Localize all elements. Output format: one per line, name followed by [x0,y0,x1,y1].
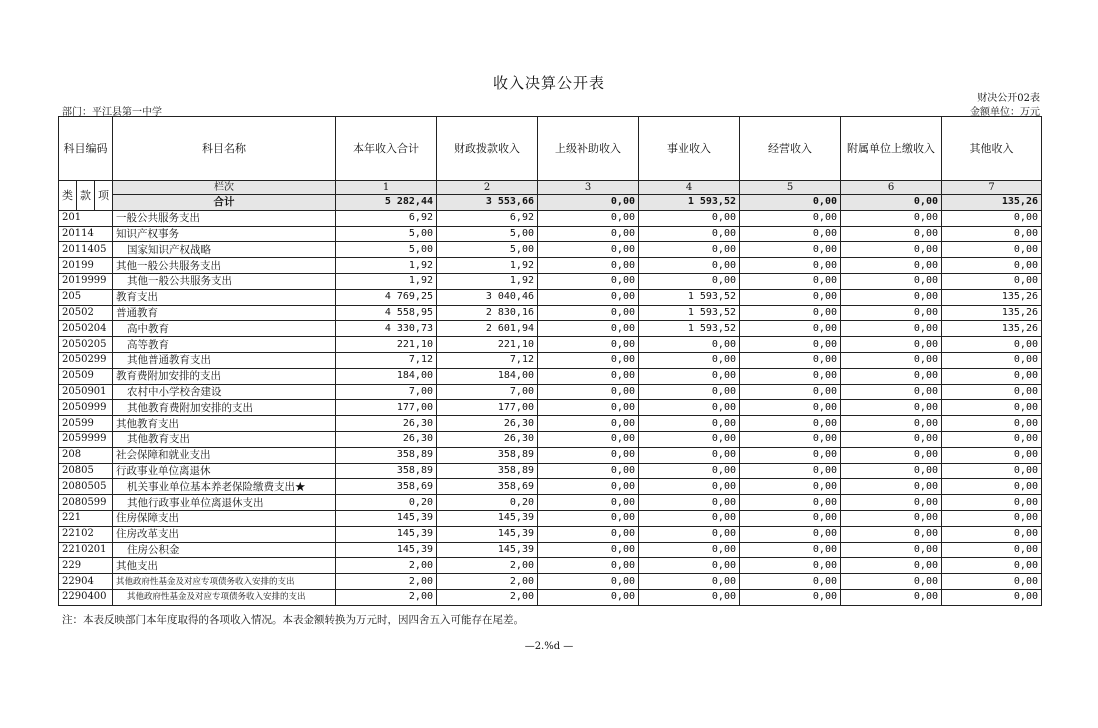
row-value: 4 769,25 [336,289,437,305]
row-code: 2050901 [59,384,113,400]
row-value: 0,00 [740,210,841,226]
total-value: 3 553,66 [437,195,538,211]
row-name: 住房保障支出 [113,510,336,526]
row-value: 3 040,46 [437,289,538,305]
row-value: 0,00 [740,226,841,242]
row-value: 1,92 [336,273,437,289]
total-row [59,195,1042,211]
row-value: 2,00 [437,574,538,590]
row-value: 0,00 [740,242,841,258]
row-value: 0,00 [942,384,1042,400]
table-row [59,273,1042,289]
table-row [59,526,1042,542]
row-value: 0,00 [942,226,1042,242]
row-value: 0,00 [942,589,1042,605]
row-value: 0,00 [538,558,639,574]
row-name: 国家知识产权战略 [113,242,336,258]
row-code: 208 [59,447,113,463]
footnote: 注：本表反映部门本年度取得的各项收入情况。本表金额转换为万元时，因四舍五入可能存在尾差。 [62,614,524,626]
row-value: 0,00 [538,226,639,242]
row-value: 135,26 [942,305,1042,321]
row-value: 0,00 [841,258,942,274]
column-number: 4 [639,181,740,195]
row-value: 0,00 [740,273,841,289]
table-row [59,510,1042,526]
row-value: 0,00 [538,479,639,495]
row-value: 145,39 [437,510,538,526]
row-value: 0,00 [740,400,841,416]
row-value: 0,00 [639,574,740,590]
row-value: 0,00 [538,352,639,368]
row-value: 0,00 [538,321,639,337]
column-number: 7 [942,181,1042,195]
row-value: 26,30 [336,431,437,447]
row-value: 184,00 [336,368,437,384]
table-row [59,242,1042,258]
row-value: 0,00 [639,447,740,463]
row-value: 7,00 [437,384,538,400]
row-value: 0,00 [538,258,639,274]
table-row [59,384,1042,400]
header-col-5: 经营收入 [740,117,841,181]
row-code: 229 [59,558,113,574]
row-value: 0,00 [942,400,1042,416]
row-name: 高中教育 [113,321,336,337]
row-value: 1,92 [437,258,538,274]
row-value: 0,00 [740,384,841,400]
total-label: 合计 [113,195,336,211]
row-value: 0,00 [740,289,841,305]
table-row [59,305,1042,321]
row-code: 2059999 [59,431,113,447]
row-value: 0,00 [538,526,639,542]
row-value: 358,89 [437,447,538,463]
row-value: 0,00 [740,526,841,542]
row-name: 教育支出 [113,289,336,305]
report-title: 收入决算公开表 [492,74,605,92]
row-name: 其他教育支出 [113,416,336,432]
row-value: 0,00 [841,400,942,416]
row-value: 5,00 [437,226,538,242]
row-value: 0,00 [841,416,942,432]
row-value: 0,00 [841,463,942,479]
row-value: 0,00 [740,589,841,605]
row-value: 0,00 [639,431,740,447]
row-value: 1,92 [437,273,538,289]
row-value: 358,69 [437,479,538,495]
row-value: 0,00 [538,510,639,526]
header-lei: 类 [59,181,77,211]
row-value: 0,00 [942,431,1042,447]
table-row [59,589,1042,605]
row-value: 5,00 [336,242,437,258]
table-row [59,542,1042,558]
row-code: 22102 [59,526,113,542]
row-value: 0,00 [538,305,639,321]
header-col-4: 事业收入 [639,117,740,181]
row-value: 0,00 [942,558,1042,574]
row-name: 住房公积金 [113,542,336,558]
total-value: 0,00 [841,195,942,211]
row-value: 2,00 [336,558,437,574]
header-col-6: 附属单位上缴收入 [841,117,942,181]
row-value: 145,39 [336,542,437,558]
row-value: 221,10 [336,337,437,353]
table-row [59,352,1042,368]
table-row [59,574,1042,590]
row-value: 0,00 [841,589,942,605]
row-name: 其他一般公共服务支出 [113,258,336,274]
row-value: 0,00 [639,210,740,226]
row-value: 0,00 [942,574,1042,590]
header-xiang: 项 [95,181,113,211]
row-value: 0,00 [639,526,740,542]
row-value: 0,00 [841,337,942,353]
row-value: 0,00 [538,574,639,590]
table-row [59,258,1042,274]
row-value: 0,00 [639,384,740,400]
row-code: 2050999 [59,400,113,416]
row-code: 22904 [59,574,113,590]
header-kuan: 款 [77,181,95,211]
row-value: 1 593,52 [639,289,740,305]
row-value: 0,00 [942,510,1042,526]
row-name: 高等教育 [113,337,336,353]
row-code: 20509 [59,368,113,384]
row-value: 358,89 [336,447,437,463]
page-marker: —2.%d — [524,641,574,652]
column-number-label: 栏次 [113,181,336,195]
row-code: 20599 [59,416,113,432]
row-value: 0,00 [841,210,942,226]
row-value: 0,00 [538,495,639,511]
header-row [59,117,1042,181]
row-value: 0,00 [740,368,841,384]
row-value: 0,00 [639,542,740,558]
column-number: 1 [336,181,437,195]
row-value: 7,12 [437,352,538,368]
column-number-row [59,181,1042,195]
row-value: 0,00 [841,542,942,558]
header-col-7: 其他收入 [942,117,1042,181]
row-name: 社会保障和就业支出 [113,447,336,463]
row-value: 0,00 [639,242,740,258]
row-code: 2080599 [59,495,113,511]
row-value: 0,20 [336,495,437,511]
row-value: 0,00 [538,368,639,384]
table-row [59,337,1042,353]
total-value: 0,00 [538,195,639,211]
row-value: 0,00 [639,463,740,479]
row-value: 0,00 [740,479,841,495]
row-value: 135,26 [942,321,1042,337]
row-value: 0,00 [538,416,639,432]
row-value: 0,00 [942,542,1042,558]
column-number: 2 [437,181,538,195]
row-value: 358,89 [336,463,437,479]
row-value: 2,00 [336,589,437,605]
header-subject-code: 科目编码 [59,117,113,181]
row-value: 0,00 [538,242,639,258]
row-value: 0,00 [538,447,639,463]
row-value: 6,92 [336,210,437,226]
row-value: 1 593,52 [639,305,740,321]
row-value: 358,89 [437,463,538,479]
row-value: 0,00 [942,273,1042,289]
department-label: 部门：平江县第一中学 [62,107,162,118]
row-name: 其他政府性基金及对应专项债务收入安排的支出 [113,589,336,605]
row-value: 0,00 [841,526,942,542]
row-value: 0,00 [841,558,942,574]
row-value: 0,00 [740,542,841,558]
table-row [59,368,1042,384]
row-value: 0,00 [639,400,740,416]
row-value: 5,00 [437,242,538,258]
row-value: 0,00 [942,368,1042,384]
row-value: 0,00 [639,495,740,511]
row-value: 0,00 [740,321,841,337]
row-value: 0,00 [841,273,942,289]
row-code: 201 [59,210,113,226]
row-value: 0,20 [437,495,538,511]
table-row [59,210,1042,226]
row-value: 0,00 [740,574,841,590]
row-name: 住房改革支出 [113,526,336,542]
row-value: 145,39 [437,542,538,558]
row-value: 0,00 [538,463,639,479]
row-value: 0,00 [639,337,740,353]
row-value: 26,30 [437,431,538,447]
row-value: 0,00 [740,305,841,321]
row-value: 0,00 [740,510,841,526]
row-code: 2019999 [59,273,113,289]
row-value: 0,00 [639,479,740,495]
row-value: 0,00 [841,305,942,321]
table-row [59,400,1042,416]
table-row [59,321,1042,337]
column-number: 3 [538,181,639,195]
column-number: 6 [841,181,942,195]
row-name: 其他教育支出 [113,431,336,447]
row-code: 221 [59,510,113,526]
row-value: 0,00 [639,558,740,574]
row-value: 0,00 [942,416,1042,432]
table-row [59,226,1042,242]
row-value: 0,00 [841,226,942,242]
row-name: 普通教育 [113,305,336,321]
row-value: 2,00 [437,558,538,574]
row-value: 358,69 [336,479,437,495]
total-value: 135,26 [942,195,1042,211]
row-code: 2050299 [59,352,113,368]
row-value: 0,00 [841,352,942,368]
row-value: 0,00 [538,210,639,226]
table-row [59,479,1042,495]
row-value: 2,00 [437,589,538,605]
row-value: 6,92 [437,210,538,226]
table-row [59,289,1042,305]
row-name: 行政事业单位离退休 [113,463,336,479]
row-value: 0,00 [538,384,639,400]
row-value: 0,00 [639,273,740,289]
row-value: 0,00 [841,431,942,447]
row-name: 农村中小学校舍建设 [113,384,336,400]
row-code: 20502 [59,305,113,321]
row-value: 0,00 [639,589,740,605]
row-value: 0,00 [740,463,841,479]
row-value: 0,00 [841,479,942,495]
row-code: 2050205 [59,337,113,353]
row-value: 135,26 [942,289,1042,305]
table-row [59,416,1042,432]
row-value: 0,00 [639,416,740,432]
row-value: 0,00 [740,258,841,274]
income-table [58,116,1042,606]
row-name: 其他一般公共服务支出 [113,273,336,289]
row-value: 0,00 [538,400,639,416]
total-value: 0,00 [740,195,841,211]
row-value: 0,00 [740,416,841,432]
form-code: 财决公开02表 [977,93,1040,104]
row-code: 205 [59,289,113,305]
row-value: 0,00 [942,242,1042,258]
row-value: 0,00 [942,337,1042,353]
row-value: 0,00 [740,337,841,353]
row-value: 0,00 [942,258,1042,274]
row-value: 2 830,16 [437,305,538,321]
row-value: 0,00 [942,447,1042,463]
row-value: 0,00 [942,495,1042,511]
row-code: 2080505 [59,479,113,495]
row-name: 其他教育费附加安排的支出 [113,400,336,416]
row-value: 0,00 [841,242,942,258]
row-name: 知识产权事务 [113,226,336,242]
row-value: 0,00 [841,368,942,384]
row-value: 4 558,95 [336,305,437,321]
row-value: 0,00 [841,289,942,305]
row-value: 2 601,94 [437,321,538,337]
table-row [59,495,1042,511]
table-row [59,431,1042,447]
row-value: 0,00 [740,447,841,463]
row-name: 机关事业单位基本养老保险缴费支出★ [113,479,336,495]
header-col-2: 财政拨款收入 [437,117,538,181]
row-value: 0,00 [942,210,1042,226]
row-value: 184,00 [437,368,538,384]
total-value: 5 282,44 [336,195,437,211]
row-value: 1,92 [336,258,437,274]
row-value: 145,39 [437,526,538,542]
row-value: 221,10 [437,337,538,353]
row-value: 0,00 [639,510,740,526]
row-value: 4 330,73 [336,321,437,337]
header-col-1: 本年收入合计 [336,117,437,181]
row-value: 0,00 [942,463,1042,479]
table-row [59,463,1042,479]
row-value: 2,00 [336,574,437,590]
row-value: 0,00 [538,273,639,289]
row-value: 0,00 [841,510,942,526]
row-name: 其他支出 [113,558,336,574]
row-value: 177,00 [336,400,437,416]
header-col-3: 上级补助收入 [538,117,639,181]
row-value: 0,00 [841,321,942,337]
row-value: 0,00 [942,526,1042,542]
row-name: 一般公共服务支出 [113,210,336,226]
row-code: 2050204 [59,321,113,337]
row-code: 20199 [59,258,113,274]
row-value: 0,00 [538,289,639,305]
row-value: 7,12 [336,352,437,368]
header-subject-name: 科目名称 [113,117,336,181]
row-name: 教育费附加安排的支出 [113,368,336,384]
row-code: 2210201 [59,542,113,558]
row-value: 177,00 [437,400,538,416]
row-value: 5,00 [336,226,437,242]
row-name: 其他政府性基金及对应专项债务收入安排的支出 [113,574,336,590]
row-value: 145,39 [336,510,437,526]
row-code: 2011405 [59,242,113,258]
table-row [59,558,1042,574]
row-value: 0,00 [740,558,841,574]
row-value: 0,00 [841,574,942,590]
total-value: 1 593,52 [639,195,740,211]
row-value: 26,30 [336,416,437,432]
row-code: 20805 [59,463,113,479]
row-value: 0,00 [740,495,841,511]
row-value: 1 593,52 [639,321,740,337]
row-value: 0,00 [942,352,1042,368]
row-value: 0,00 [639,226,740,242]
row-code: 2290400 [59,589,113,605]
row-value: 0,00 [639,258,740,274]
row-value: 0,00 [538,589,639,605]
row-value: 7,00 [336,384,437,400]
row-value: 0,00 [538,542,639,558]
unit-label: 金额单位：万元 [970,107,1040,118]
row-value: 0,00 [942,479,1042,495]
row-value: 0,00 [538,337,639,353]
row-value: 0,00 [639,368,740,384]
row-code: 20114 [59,226,113,242]
row-value: 145,39 [336,526,437,542]
row-value: 0,00 [538,431,639,447]
row-name: 其他普通教育支出 [113,352,336,368]
row-value: 0,00 [639,352,740,368]
row-name: 其他行政事业单位离退休支出 [113,495,336,511]
row-value: 0,00 [841,495,942,511]
column-number: 5 [740,181,841,195]
row-value: 0,00 [740,431,841,447]
row-value: 0,00 [740,352,841,368]
table-row [59,447,1042,463]
row-value: 26,30 [437,416,538,432]
row-value: 0,00 [841,447,942,463]
row-value: 0,00 [841,384,942,400]
